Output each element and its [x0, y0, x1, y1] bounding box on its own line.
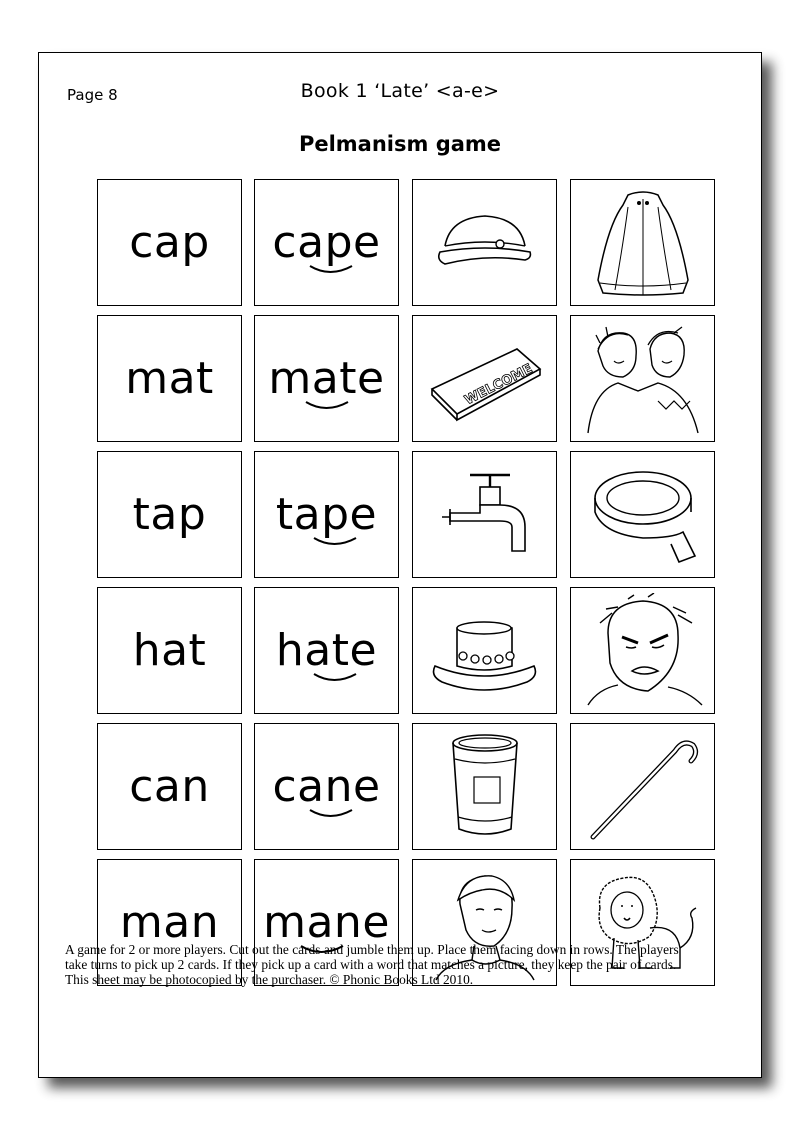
split-vowel-mark — [276, 672, 376, 688]
cape-icon — [570, 179, 715, 306]
word-card-mat — [97, 315, 242, 442]
mat-text: WELCOME — [462, 360, 536, 408]
word-card-cap — [97, 179, 242, 306]
tape-roll-icon — [570, 451, 715, 578]
hat-icon — [412, 179, 557, 306]
game-title: Pelmanism game — [298, 132, 502, 156]
card-word: mane — [263, 901, 390, 945]
split-vowel-mark — [276, 536, 376, 552]
word-card-tape — [254, 451, 399, 578]
game-instructions: A game for 2 or more players. Cut out the cards and jumble them up. Place them facing down in rows. The players take turns to pick up 2 cards. If they pick up a card with a word that matches a picture, they keep the pair of cards. This sheet may be photocopied by the purchaser. © Phonic Books Ltd 2010. — [65, 942, 679, 987]
word-card-hat — [97, 587, 242, 714]
angry-man-icon — [570, 587, 715, 714]
card-word: mate — [268, 357, 384, 401]
boater-hat-icon — [412, 587, 557, 714]
card-word: man — [119, 896, 220, 948]
split-vowel-mark — [272, 264, 372, 280]
word-card-can — [97, 723, 242, 850]
word-card-cane — [254, 723, 399, 850]
card-word: tape — [276, 493, 377, 537]
card-word: tap — [132, 488, 207, 540]
word-card-tap — [97, 451, 242, 578]
water-tap-icon — [412, 451, 557, 578]
card-word: can — [129, 760, 210, 812]
walking-cane-icon — [570, 723, 715, 850]
card-word: hat — [132, 624, 207, 676]
card-grid — [97, 179, 717, 987]
book-title: Book 1 ‘Late’ <a-e> — [300, 80, 500, 102]
card-word: cap — [129, 216, 210, 268]
card-word: cane — [272, 765, 380, 809]
split-vowel-mark — [272, 808, 372, 824]
page-number: Page 8 — [67, 86, 118, 104]
card-word: cape — [272, 221, 380, 265]
split-vowel-mark — [268, 400, 368, 416]
card-word: hate — [276, 629, 377, 673]
worksheet-page — [38, 52, 762, 1078]
word-card-mate — [254, 315, 399, 442]
card-word: mat — [125, 352, 214, 404]
two-friends-icon — [570, 315, 715, 442]
word-card-hate — [254, 587, 399, 714]
tin-can-icon — [412, 723, 557, 850]
word-card-cape — [254, 179, 399, 306]
welcome-mat-icon — [412, 315, 557, 442]
